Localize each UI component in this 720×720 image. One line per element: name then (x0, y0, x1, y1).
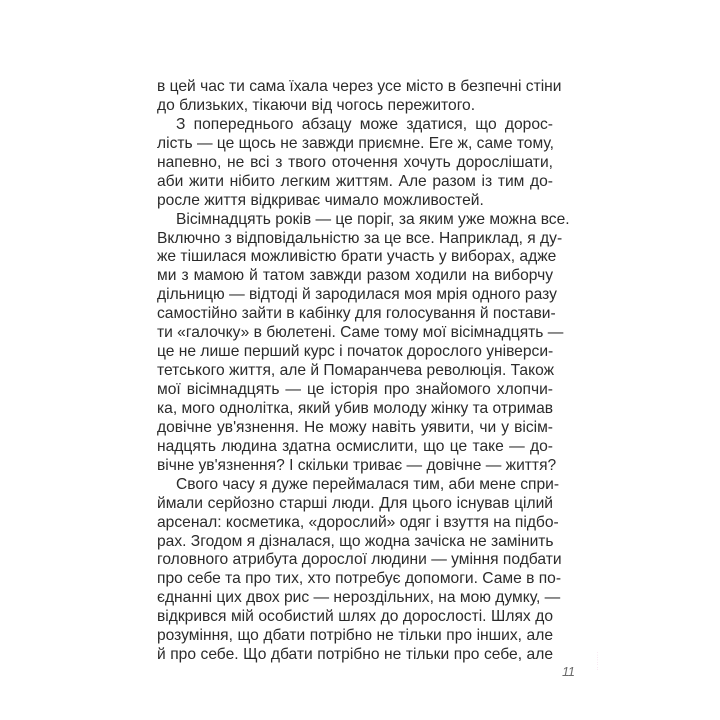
text-line: єднанні цих двох рис — нероздільних, на мою думку, — (157, 589, 561, 607)
text-line: ка, мого однолітка, який убив молоду жінку та отримав (157, 399, 554, 417)
text-line: й про себе. Що дбати потрібно не тільки про себе, але (157, 646, 553, 664)
text-line: ти «галочку» в бюлетені. Саме тому мої вісімнадцять — (157, 324, 564, 342)
text-line: ми з мамою й татом завжди разом ходили на виборчу (157, 267, 553, 285)
text-line: самостійно зайти в кабінку для голосування й постави- (157, 305, 556, 323)
text-line: рах. Згодом я дізналася, що жодна зачіска не замінить (157, 532, 554, 550)
text-line: це не лише перший курс і початок дорослого універси- (157, 343, 554, 361)
text-line: надцять людина здатна осмислити, що це таке — до- (157, 437, 553, 455)
text-line: З попереднього абзацу може здатися, що дорос- (176, 115, 553, 133)
text-line: же тішилася можливістю брати участь у виборах, адже (157, 248, 557, 266)
text-line: про себе та про тих, хто потребує допомоги. Саме в по- (157, 570, 562, 588)
text-line: мої вісімнадцять — це історія про знайомого хлопчи- (157, 381, 553, 398)
text-line: Включно з відповідальністю за це все. Наприклад, я ду- (157, 229, 563, 247)
side-strip-text: · · · · · · · · (595, 652, 600, 671)
text-line: розуміння, що дбати потрібно не тільки про інших, але (157, 627, 553, 645)
text-line: арсенал: косметика, «дорослий» одяг і взуття на підбо- (157, 513, 559, 531)
text-line: до близьких, тікаючи від чогось пережитого. (157, 96, 476, 114)
page-number: 11 (562, 664, 575, 679)
text-line: напевно, не всі з твого оточення хочуть дорослішати, (157, 153, 553, 171)
text-line: вічне ув'язнення? І скільки триває — довічне — життя? (157, 456, 557, 474)
text-line: аби жити нібито легким життям. Але разом із тим до- (157, 172, 553, 190)
side-margin-strip (595, 652, 601, 692)
text-line: в цей час ти сама їхала через усе місто в безпечні стіни (157, 78, 562, 95)
text-line: головного атрибута дорослої людини — уміння подбати (157, 551, 562, 569)
text-line: дільницю — відтоді й зародилася моя мрія одного разу (157, 286, 557, 304)
text-line: ймали серйозно старші люди. Для цього існував цілий (157, 494, 553, 512)
text-line: Вісімнадцять років — це поріг, за яким уже можна все. (176, 210, 570, 228)
text-line: Свого часу я дуже переймалася тим, аби мене спри- (176, 475, 560, 493)
body-text (157, 78, 570, 665)
text-line: відкрився мій особистий шлях до дорослості. Шлях до (157, 608, 553, 626)
text-line: росле життя відкриває чимало можливостей. (157, 191, 484, 209)
text-line: тетського життя, але й Помаранчева революція. Також (157, 362, 555, 380)
text-line: довічне ув'язнення. Не можу навіть уявити, чи у вісім- (157, 418, 553, 436)
text-line: лість — це щось не завжди приємне. Еге ж, саме тому, (157, 134, 554, 152)
